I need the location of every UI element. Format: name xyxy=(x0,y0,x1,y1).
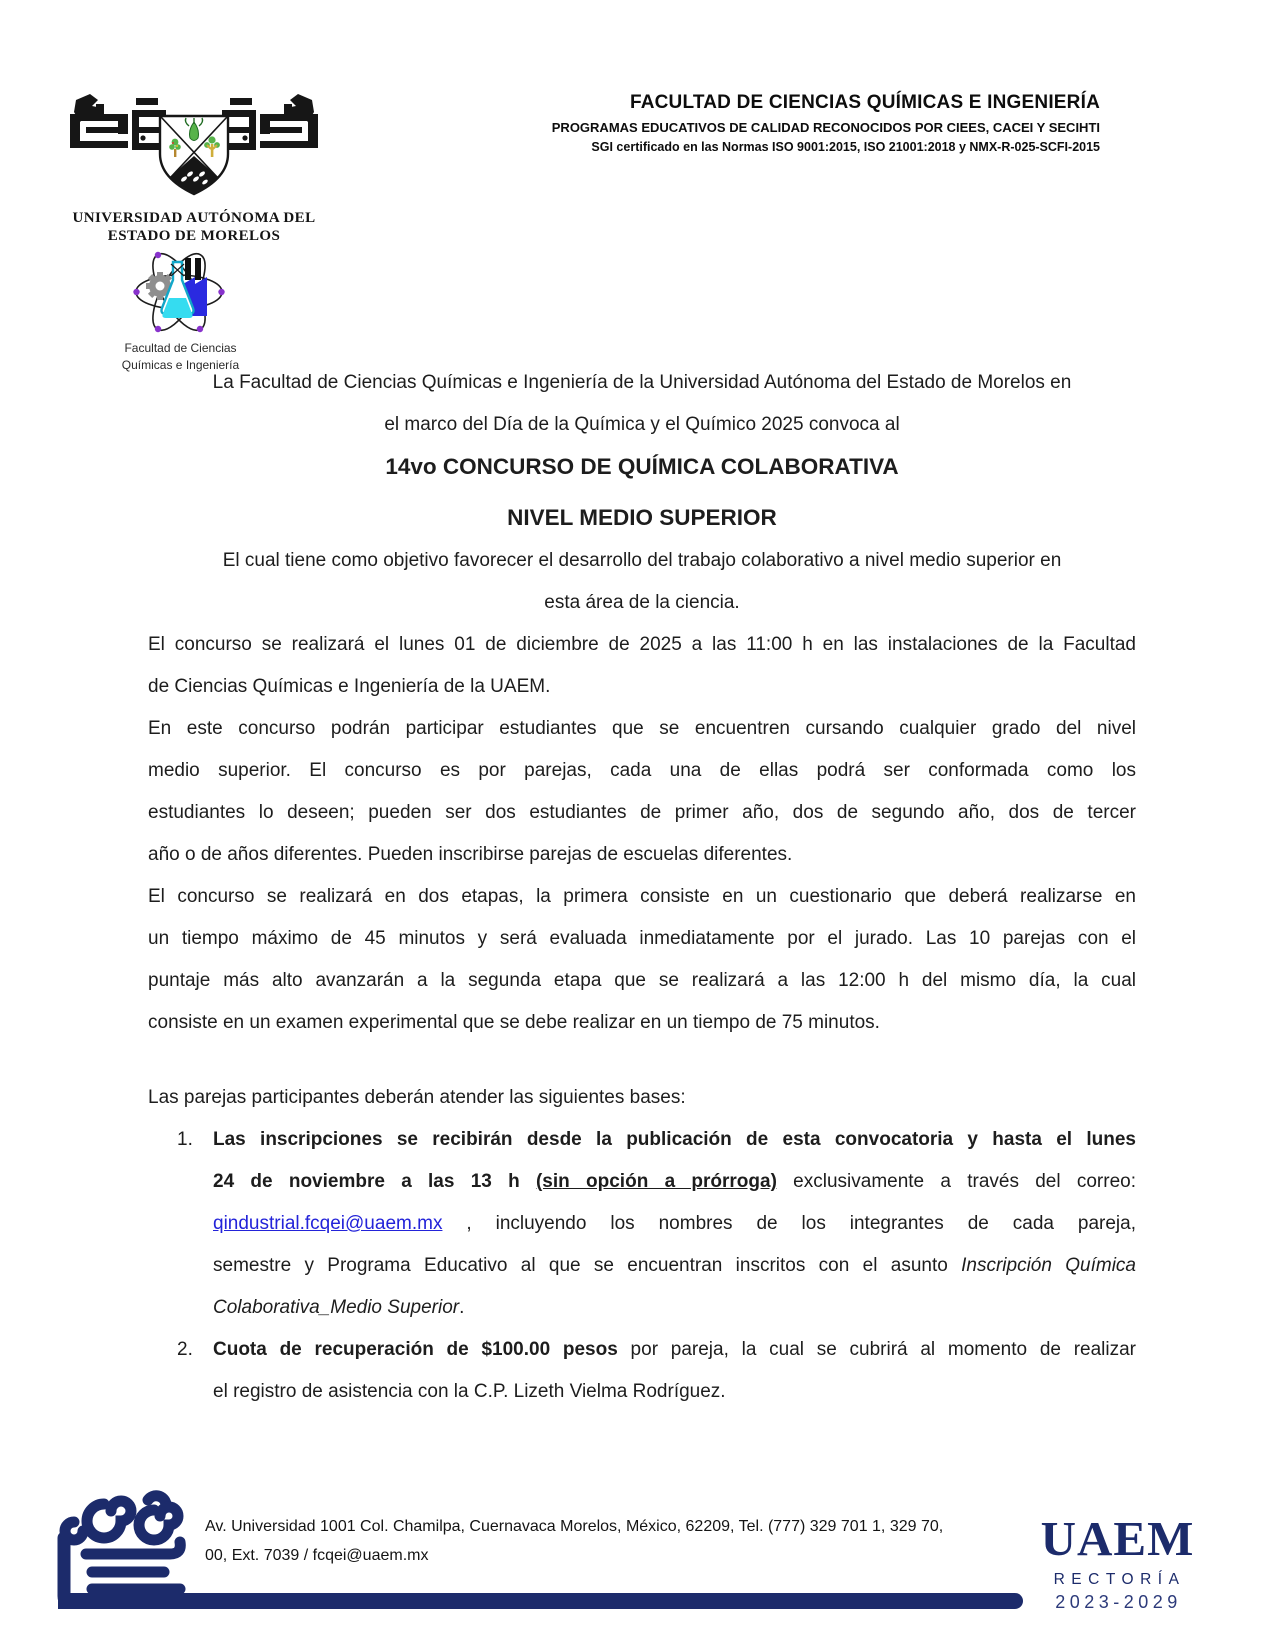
stages-line: puntaje más alto avanzarán a la segunda etapa que se realizará a las 12:00 h del mismo día, la cual xyxy=(148,970,1136,991)
faculty-caption-line2: Químicas e Ingeniería xyxy=(121,358,240,372)
university-name-line1: UNIVERSIDAD AUTÓNOMA DEL xyxy=(72,210,316,226)
item1-line xyxy=(213,1203,1136,1245)
address-line1: Av. Universidad 1001 Col. Chamilpa, Cuernavaca Morelos, México, 62209, Tel. (777) 329 701 1, 329 70, xyxy=(205,1518,944,1535)
list-number: 1. xyxy=(177,1129,193,1150)
contest-title: 14vo CONCURSO DE QUÍMICA COLABORATIVA xyxy=(385,454,899,479)
paragraph-gap xyxy=(148,1044,1136,1077)
stages-line: El concurso se realizará en dos etapas, la primera consiste en un cuestionario que deberá realizarse en xyxy=(148,886,1136,907)
date-line: de Ciencias Químicas e Ingeniería de la UAEM. xyxy=(148,676,551,697)
address-line2: 00, Ext. 7039 / fcqei@uaem.mx xyxy=(205,1547,429,1564)
item1-line xyxy=(213,1119,1136,1161)
list-item-1 xyxy=(148,1119,1136,1329)
letterhead xyxy=(440,92,1100,154)
uaem-crest-logo xyxy=(66,90,322,200)
rectoria-text: RECTORÍA xyxy=(1053,1571,1186,1588)
letterhead-subtitle1: PROGRAMAS EDUCATIVOS DE CALIDAD RECONOCIDOS POR CIEES, CACEI Y SECIHTI xyxy=(551,120,1100,135)
footer-rule-bar xyxy=(58,1593,1023,1609)
registration-email-link[interactable]: qindustrial.fcqei@uaem.mx xyxy=(213,1213,443,1234)
item1-line xyxy=(213,1287,1136,1329)
period: . xyxy=(459,1297,465,1318)
university-name-line2: ESTADO DE MORELOS xyxy=(107,228,281,244)
uaem-rectoria-logo xyxy=(1040,1511,1195,1613)
faculty-caption-line1: Facultad de Ciencias xyxy=(124,341,237,355)
no-extension-underlined-text: (sin opción a prórroga) xyxy=(535,1171,777,1192)
registry-text: el registro de asistencia con la C.P. Lizeth Vielma Rodríguez. xyxy=(213,1381,726,1402)
fee-regular-text: por pareja, la cual se cubrirá al momento de realizar xyxy=(617,1339,1136,1360)
item2-line xyxy=(213,1371,1136,1413)
bases-intro: Las parejas participantes deberán atender las siguientes bases: xyxy=(148,1087,686,1108)
stages-line: consiste en un examen experimental que se debe realizar en un tiempo de 75 minutos. xyxy=(148,1012,880,1033)
objective-line: El cual tiene como objetivo favorecer el desarrollo del trabajo colaborativo a nivel medio superior en xyxy=(222,550,1062,571)
participation-line: medio superior. El concurso es por parejas, cada una de ellas podrá ser conformada como los xyxy=(148,760,1136,781)
faculty-logo-block xyxy=(133,246,225,343)
intro-line: La Facultad de Ciencias Químicas e Ingeniería de la Universidad Autónoma del Estado de Morelos en xyxy=(212,372,1072,393)
uaem-wordmark: UAEM xyxy=(1040,1511,1195,1566)
inscriptions-bold-text: Las inscripciones se recibirán desde la publicación de esta convocatoria y hasta el lunes xyxy=(213,1129,1136,1150)
email-follow-text: , incluyendo los nombres de los integrantes de cada pareja, xyxy=(442,1213,1136,1234)
stages-line: un tiempo máximo de 45 minutos y será evaluada inmediatamente por el jurado. Las 10 parejas con el xyxy=(148,928,1136,949)
footer-glyph-logo xyxy=(52,1486,202,1608)
letterhead-subtitle2: SGI certificado en las Normas ISO 9001:2015, ISO 21001:2018 y NMX-R-025-SCFI-2015 xyxy=(591,140,1100,154)
item1-line xyxy=(213,1161,1136,1203)
document-body xyxy=(148,362,1136,1413)
participation-line: En este concurso podrán participar estudiantes que se encuentren cursando cualquier grado del nivel xyxy=(148,718,1136,739)
uaem-crest-block xyxy=(66,90,322,245)
subject-lead-text: semestre y Programa Educativo al que se encuentran inscritos con el asunto xyxy=(213,1255,962,1276)
participation-line: año o de años diferentes. Pueden inscribirse parejas de escuelas diferentes. xyxy=(148,844,793,865)
rectoria-years: 2023-2029 xyxy=(1055,1592,1182,1612)
email-lead-text: exclusivamente a través del correo: xyxy=(776,1171,1136,1192)
intro-line: el marco del Día de la Química y el Químico 2025 convoca al xyxy=(384,414,900,435)
participation-line: estudiantes lo deseen; pueden ser dos estudiantes de primer año, dos de segundo año, dos de tercer xyxy=(148,802,1136,823)
faculty-title: FACULTAD DE CIENCIAS QUÍMICAS E INGENIERÍA xyxy=(629,92,1100,113)
item2-line xyxy=(213,1329,1136,1371)
fee-bold-text: Cuota de recuperación de $100.00 pesos xyxy=(213,1339,618,1360)
objective-line: esta área de la ciencia. xyxy=(544,592,740,613)
subject-italic-text2: Colaborativa_Medio Superior xyxy=(213,1297,460,1318)
date-line: El concurso se realizará el lunes 01 de diciembre de 2025 a las 11:00 h en las instalaciones de la Facultad xyxy=(148,634,1136,655)
contest-level-title: NIVEL MEDIO SUPERIOR xyxy=(507,505,777,530)
deadline-bold-text: 24 de noviembre a las 13 h xyxy=(213,1171,536,1192)
list-number: 2. xyxy=(177,1339,193,1360)
faculty-logo xyxy=(133,246,225,338)
subject-italic-text: Inscripción Química xyxy=(961,1255,1137,1276)
item1-line xyxy=(213,1245,1136,1287)
footer-address xyxy=(205,1512,975,1570)
list-item-2 xyxy=(148,1329,1136,1413)
bases-list xyxy=(148,1119,1136,1413)
